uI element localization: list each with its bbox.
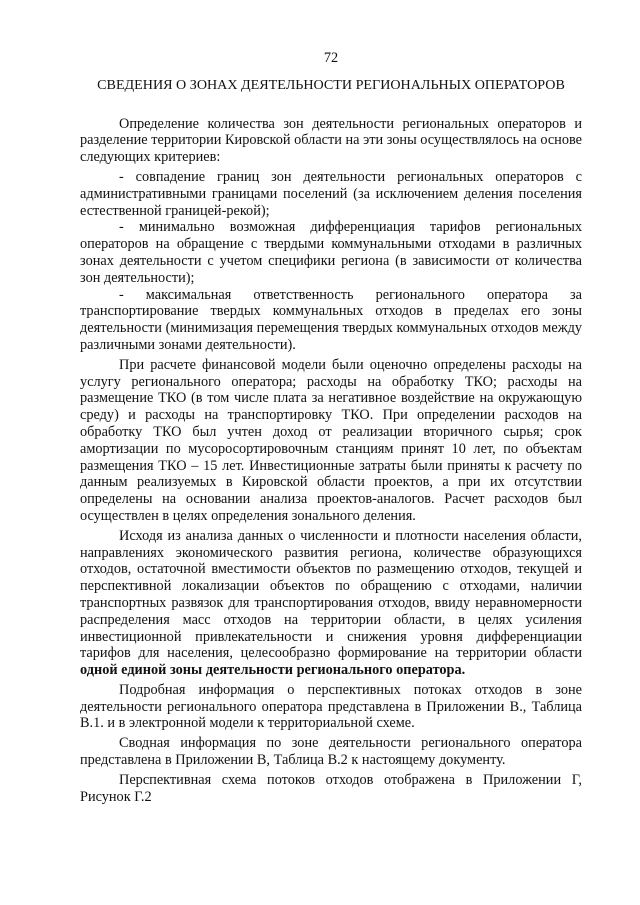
analysis-end: .: [461, 662, 466, 679]
page-number: 72: [323, 50, 339, 66]
paragraph-financial-model: При расчете финансовой модели были оценочно определены расходы на услугу регионального оператора; расходы на обработку ТКО; расходы на размещение ТКО (в том числе плата за негативное воздействие на окружающую среду) и расходы на транспортировку ТКО. При определении расходов на обработку ТКО был учтен доход от реализации вторичного сырья; срок амортизации по мусоросортировочным станциям принят 10 лет, по объектам размещения ТКО – 15 лет. Инвестиционные затраты были приняты к расчету по данным реализуемых в Кировской области проектов, а при их отсутствии определены на основании анализа проектов-аналогов. Расчет расходов был осуществлен в целях определения зонального деления.: [80, 356, 582, 524]
criterion-responsibility: - максимальная ответственность регионального оператора за транспортирование твердых коммунальных отходов в пределах его зоны деятельности (минимизация перемещения твердых коммунальных отходов между различными зонами деятельности).: [80, 286, 582, 353]
section-heading: СВЕДЕНИЯ О ЗОНАХ ДЕЯТЕЛЬНОСТИ РЕГИОНАЛЬНЫХ ОПЕРАТОРОВ: [97, 76, 565, 93]
analysis-conclusion: одной единой зоны деятельности регионального оператора: [80, 662, 462, 679]
analysis-text: Исходя из анализа данных о численности и плотности населения области, направлениях экономического развития региона, количестве образующихся отходов, остаточной вместимости объектов по размещению отходов, текущей и перспективной локализации объектов по обращению с отходами, наличии транспортных развязок для транспортирования отходов, ввиду неравномерности распределения масс отходов на территории области, в целях усиления инвестиционной привлекательности и снижения уровня дифференциации тарифов для населения, целесообразно формирование на территории области: [80, 527, 582, 662]
paragraph-intro: Определение количества зон деятельности региональных операторов и разделение территории Кировской области на эти зоны осуществлялось на основе следующих критериев:: [80, 115, 582, 166]
criterion-tariffs: - минимально возможная дифференциация тарифов региональных операторов на обращение с твердыми коммунальными отходами в различных зонах деятельности с учетом специфики региона (в зависимости от количества зон деятельности);: [80, 219, 582, 286]
paragraph-summary: Сводная информация по зоне деятельности регионального оператора представлена в Приложении В, Таблица В.2 к настоящему документу.: [80, 735, 582, 769]
paragraph-details: Подробная информация о перспективных потоках отходов в зоне деятельности регионального оператора представлена в Приложении В., Таблица В.1. и в электронной модели к территориальной схеме.: [80, 681, 582, 732]
criterion-boundaries: - совпадение границ зон деятельности региональных операторов с административными границами поселений (за исключением деления поселения естественной границей-рекой);: [80, 168, 582, 219]
paragraph-scheme: Перспективная схема потоков отходов отображена в Приложении Г, Рисунок Г.2: [80, 771, 582, 805]
paragraph-analysis: [80, 528, 582, 679]
